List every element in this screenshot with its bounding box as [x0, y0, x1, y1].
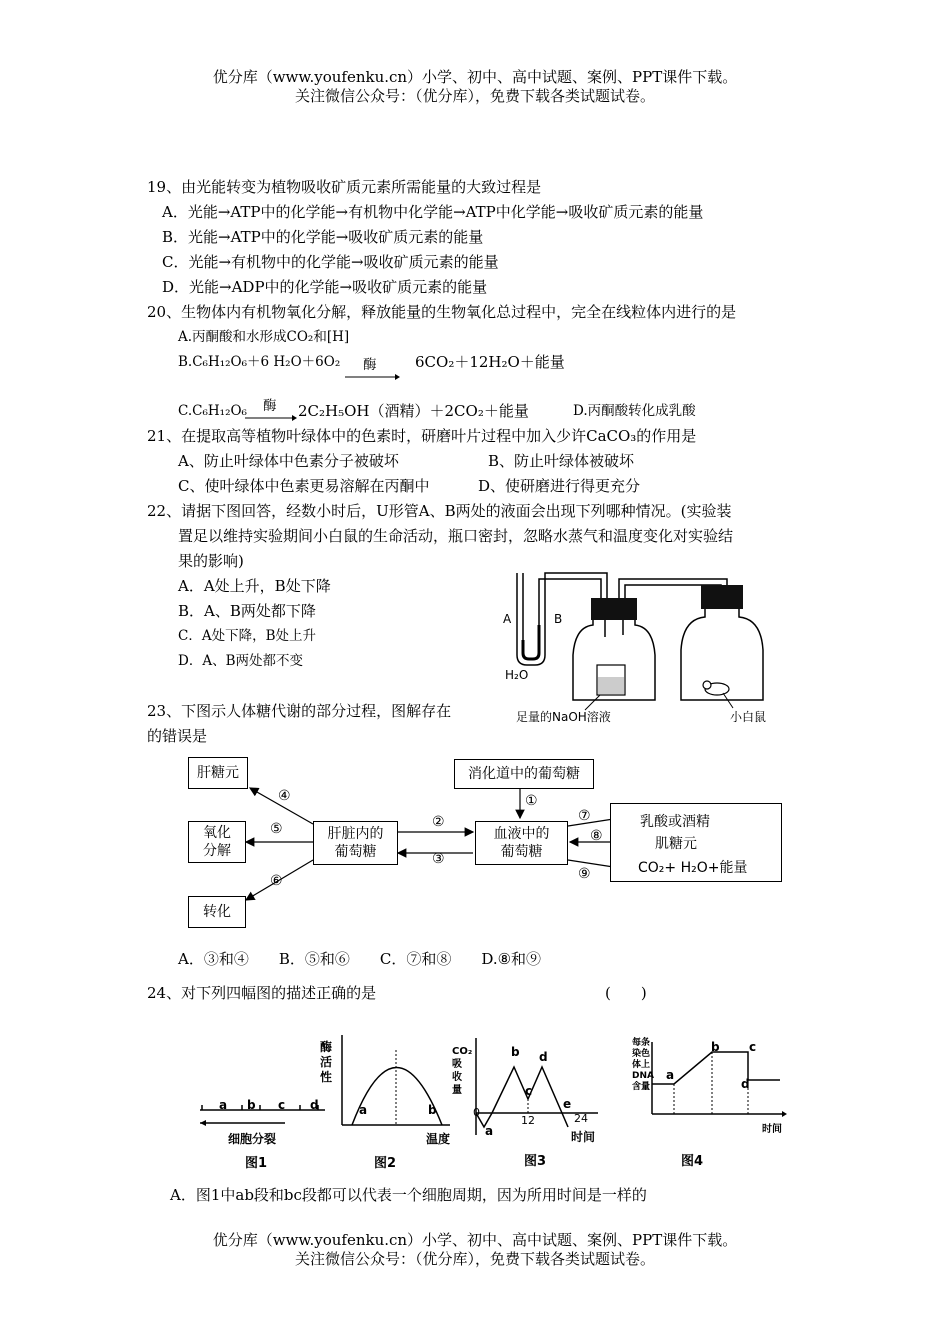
q20-option-a: A.丙酮酸和水形成CO₂和[H] — [178, 329, 350, 345]
output-muscle-glycogen: 肌糖元 — [655, 836, 697, 852]
q24-stem: 24、对下列四幅图的描述正确的是 — [147, 984, 377, 1002]
q19-option-d: D．光能→ADP中的化学能→吸收矿质元素的能量 — [162, 278, 488, 296]
fig4-label-b: b — [711, 1040, 720, 1054]
label-9: ⑨ — [578, 866, 591, 882]
q20-option-d: D.丙酮酸转化成乳酸 — [573, 403, 696, 419]
q22-stem-2: 置足以维持实验期间小白鼠的生命活动，瓶口密封，忽略水蒸气和温度变化对实验结 — [178, 527, 734, 545]
footer-line-1: 优分库（www.youfenku.cn）小学、初中、高中试题、案例、PPT课件下载。 — [212, 1231, 738, 1249]
label-1: ① — [525, 793, 538, 809]
q21-option-a: A、防止叶绿体中色素分子被破坏 — [178, 452, 399, 470]
fig4-label-d: d — [741, 1077, 750, 1091]
q20-option-c-enzyme: 酶 — [263, 398, 277, 414]
header-line-1: 优分库（www.youfenku.cn）小学、初中、高中试题、案例、PPT课件下载。 — [212, 68, 738, 86]
q20-option-c-left: C.C₆H₁₂O₆ — [178, 403, 247, 419]
q24-paren: ( ) — [605, 984, 647, 1002]
label-6: ⑥ — [270, 873, 283, 889]
q19-option-a: A．光能→ATP中的化学能→有机物中化学能→ATP中化学能→吸收矿质元素的能量 — [162, 203, 704, 221]
fig3-xlabel: 时间 — [571, 1130, 596, 1144]
label-4: ④ — [278, 788, 291, 804]
fig4-xlabel: 时间 — [762, 1124, 782, 1135]
q22-label-water: H₂O — [505, 668, 529, 682]
q20-c-arrow — [245, 413, 297, 423]
q19-option-b: B．光能→ATP中的化学能→吸收矿质元素的能量 — [162, 228, 484, 246]
oxidation-box: 氧化分解 — [188, 821, 246, 863]
fig3-label-d: d — [539, 1050, 548, 1064]
fig1-xlabel: 细胞分裂 — [228, 1132, 277, 1146]
q20-stem: 20、生物体内有机物氧化分解，释放能量的生物氧化总过程中，完全在线粒体内进行的是 — [147, 303, 737, 321]
output-lactic: 乳酸或酒精 — [640, 814, 710, 830]
q22-option-a: A．A处上升，B处下降 — [178, 577, 331, 595]
label-5: ⑤ — [270, 821, 283, 837]
fig2-caption: 图2 — [374, 1156, 397, 1171]
fig1-caption: 图1 — [245, 1156, 268, 1171]
q19-option-c: C．光能→有机物中的化学能→吸收矿质元素的能量 — [162, 253, 499, 271]
q23-options: A．③和④ B．⑤和⑥ C．⑦和⑧ D.⑧和⑨ — [178, 950, 542, 968]
fig3-label-c: c — [525, 1084, 533, 1098]
fig3-t24: 24 — [574, 1112, 588, 1125]
blood-glucose-box: 血液中的葡萄糖 — [475, 821, 568, 865]
q22-label-mouse: 小白鼠 — [730, 710, 767, 724]
fig3-label-b: b — [511, 1045, 520, 1059]
fig3-t12: 12 — [521, 1114, 535, 1127]
liver-glucose-box: 肝脏内的葡萄糖 — [313, 821, 398, 865]
fig3-label-e: e — [563, 1097, 572, 1111]
q20-b-arrow — [345, 372, 400, 382]
q24-option-a: A．图1中ab段和bc段都可以代表一个细胞周期，因为所用时间是一样的 — [170, 1186, 647, 1204]
fig4-ylabel: 每条染色体上DNA含量 — [632, 1038, 654, 1092]
q22-option-c: C．A处下降，B处上升 — [178, 628, 316, 644]
q23-stem-1: 23、下图示人体糖代谢的部分过程，图解存在 — [147, 702, 452, 720]
fig1-label-b: b — [247, 1098, 256, 1112]
output-co2: CO₂+ H₂O+能量 — [638, 860, 748, 876]
fig3-caption: 图3 — [524, 1154, 547, 1169]
fig2-label-a: a — [359, 1103, 368, 1117]
fig2-label-b: b — [428, 1103, 437, 1117]
q22-option-b: B．A、B两处都下降 — [178, 602, 316, 620]
label-3: ③ — [432, 851, 445, 867]
fig2-chart — [330, 1030, 455, 1140]
fig2-ylabel: 酶活性 — [320, 1040, 333, 1084]
footer-line-2: 关注微信公众号：（优分库），免费下载各类试题试卷。 — [294, 1250, 655, 1268]
q22-label-a: A — [503, 612, 512, 626]
fig4-caption: 图4 — [681, 1154, 704, 1169]
q20-option-c-right: 2C₂H₅OH（酒精）＋2CO₂＋能量 — [298, 402, 529, 420]
q22-label-naoh: 足量的NaOH溶液 — [516, 710, 611, 724]
label-8: ⑧ — [590, 828, 603, 844]
q21-option-c: C、使叶绿体中色素更易溶解在丙酮中 — [178, 477, 430, 495]
fig4-label-a: a — [666, 1068, 675, 1082]
q19-stem: 19、由光能转变为植物吸收矿质元素所需能量的大致过程是 — [147, 178, 542, 196]
q20-option-b-left: B.C₆H₁₂O₆＋6 H₂O＋6O₂ — [178, 354, 341, 370]
q23-stem-2: 的错误是 — [147, 727, 208, 745]
label-2: ② — [432, 814, 445, 830]
conversion-box: 转化 — [188, 896, 246, 928]
fig1-label-d: d — [310, 1098, 319, 1112]
fig2-xlabel: 温度 — [426, 1132, 451, 1146]
fig4-label-c: c — [749, 1040, 757, 1054]
q21-stem: 21、在提取高等植物叶绿体中的色素时，研磨叶片过程中加入少许CaCO₃的作用是 — [147, 427, 697, 445]
glycogen-liver-box: 肝糖元 — [188, 757, 248, 789]
q22-apparatus-figure — [495, 565, 785, 730]
q20-option-b-enzyme: 酶 — [363, 357, 377, 373]
q22-stem-3: 果的影响) — [178, 552, 244, 570]
fig3-ylabel: CO₂吸收量 — [452, 1046, 473, 1096]
fig1-label-a: a — [219, 1098, 228, 1112]
gut-glucose-box: 消化道中的葡萄糖 — [454, 759, 594, 789]
q22-stem-1: 22、请据下图回答，经数小时后，U形管A、B两处的液面会出现下列哪种情况。(实验装 — [147, 502, 732, 520]
fig1-label-c: c — [278, 1098, 286, 1112]
fig3-label-a: a — [485, 1124, 494, 1138]
label-7: ⑦ — [578, 808, 591, 824]
q21-option-d: D、使研磨进行得更充分 — [478, 477, 641, 495]
q22-label-b: B — [554, 612, 563, 626]
header-line-2: 关注微信公众号：（优分库），免费下载各类试题试卷。 — [294, 87, 655, 105]
fig3-t0: 0 — [473, 1106, 480, 1119]
q21-option-b: B、防止叶绿体被破坏 — [488, 452, 635, 470]
q22-option-d: D．A、B两处都不变 — [178, 653, 303, 669]
q20-option-b-right: 6CO₂＋12H₂O＋能量 — [415, 353, 565, 371]
